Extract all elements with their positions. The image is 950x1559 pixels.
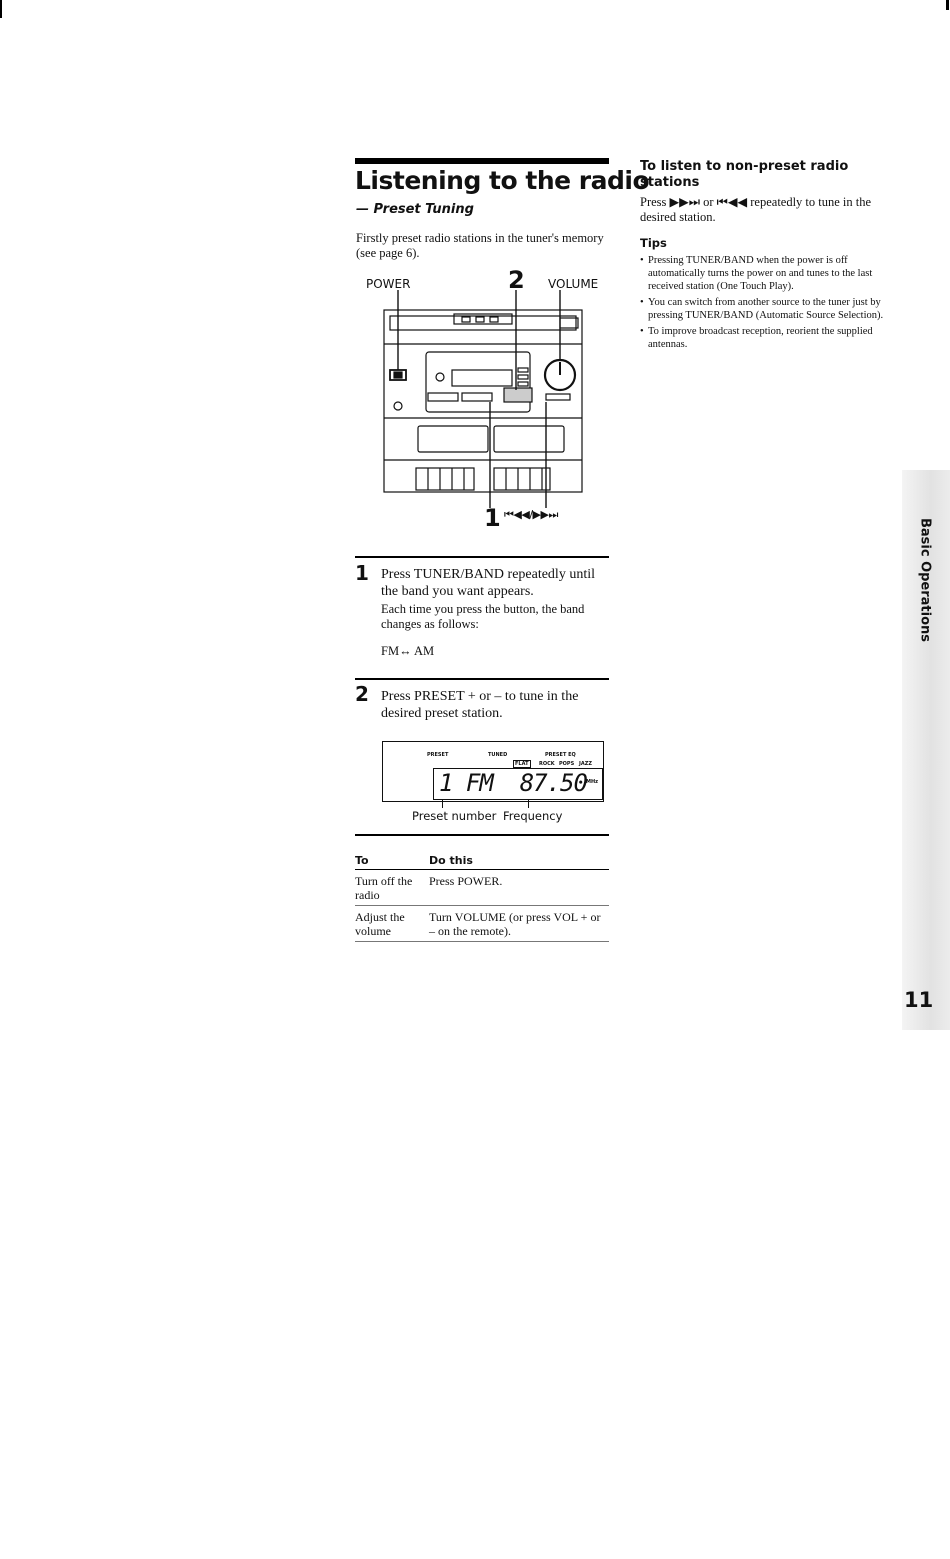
lcd-display <box>382 741 604 802</box>
page-number: 11 <box>904 988 934 1012</box>
lcd-mhz-unit: MHz <box>586 779 599 785</box>
non-preset-body: Press ▶▶⏭ or ⏮◀◀ repeatedly to tune in the desired station. <box>640 195 872 224</box>
page-subtitle: — Preset Tuning <box>356 202 474 217</box>
tip-item: • Pressing TUNER/BAND when the power is off automatically turns the power on and tunes to the last received station (One Touch Play). <box>640 254 894 293</box>
table-cell: Turn off the radio <box>355 870 429 906</box>
table-header-to: To <box>355 852 429 870</box>
lcd-eq-jazz: JAZZ <box>579 761 592 767</box>
diagram-step-2-number: 2 <box>508 266 525 294</box>
step-2-instruction: Press PRESET + or – to tune in the desired preset station. <box>381 689 579 721</box>
section-side-label: Basic Operations <box>917 517 933 643</box>
lcd-frequency-readout: 1 FM 87.50 <box>439 769 587 797</box>
tip-item: • To improve broadcast reception, reorient the supplied antennas. <box>640 325 894 351</box>
skip-buttons-label: ⏮◀◀/▶▶⏭ <box>504 508 558 521</box>
frequency-pointer <box>528 800 529 808</box>
page-title: Listening to the radio <box>355 166 650 195</box>
page-edge-mark <box>946 0 949 10</box>
step-1-instruction: Press TUNER/BAND repeatedly until the band you want appears. <box>381 567 595 599</box>
lcd-preset-eq-indicator: PRESET EQ <box>545 752 576 758</box>
band-sequence: FM↔ AM <box>381 644 435 658</box>
table-cell: Turn VOLUME (or press VOL + or – on the remote). <box>429 906 609 942</box>
table-cell: Press POWER. <box>429 870 609 906</box>
table-row <box>355 870 609 906</box>
table-row <box>355 906 609 942</box>
step-1-detail: Each time you press the button, the band changes as follows: <box>381 602 585 631</box>
page-edge-mark <box>0 0 2 18</box>
tips-heading: Tips <box>640 236 667 250</box>
preset-number-pointer <box>442 800 443 808</box>
stereo-system-illustration <box>378 290 598 520</box>
step-2-rule <box>355 678 609 680</box>
tips-list <box>640 254 894 354</box>
step-2-number: 2 <box>355 682 369 706</box>
volume-label: VOLUME <box>548 277 599 291</box>
lcd-eq-rock: ROCK <box>539 761 555 767</box>
table-top-rule <box>355 834 609 836</box>
operations-table <box>355 852 609 942</box>
step-1-number: 1 <box>355 561 369 585</box>
lcd-tuned-indicator: TUNED <box>488 752 508 758</box>
lcd-eq-flat: FLAT <box>515 761 529 767</box>
table-cell: Adjust the volume <box>355 906 429 942</box>
frequency-caption: Frequency <box>503 809 563 823</box>
lcd-preset-indicator: PRESET <box>427 752 449 758</box>
power-label: POWER <box>366 277 411 291</box>
table-header-row <box>355 852 609 870</box>
lcd-eq-pops: POPS <box>559 761 575 767</box>
title-rule <box>355 158 609 164</box>
table-header-do-this: Do this <box>429 852 609 870</box>
intro-text: Firstly preset radio stations in the tuner's memory (see page 6). <box>356 231 604 260</box>
diagram-step-1-number: 1 <box>484 504 501 532</box>
step-1-rule <box>355 556 609 558</box>
tip-item: • You can switch from another source to the tuner just by pressing TUNER/BAND (Automatic Source Selection). <box>640 296 894 322</box>
non-preset-heading: To listen to non-preset radio stations <box>640 159 849 190</box>
preset-number-caption: Preset number <box>412 809 497 823</box>
